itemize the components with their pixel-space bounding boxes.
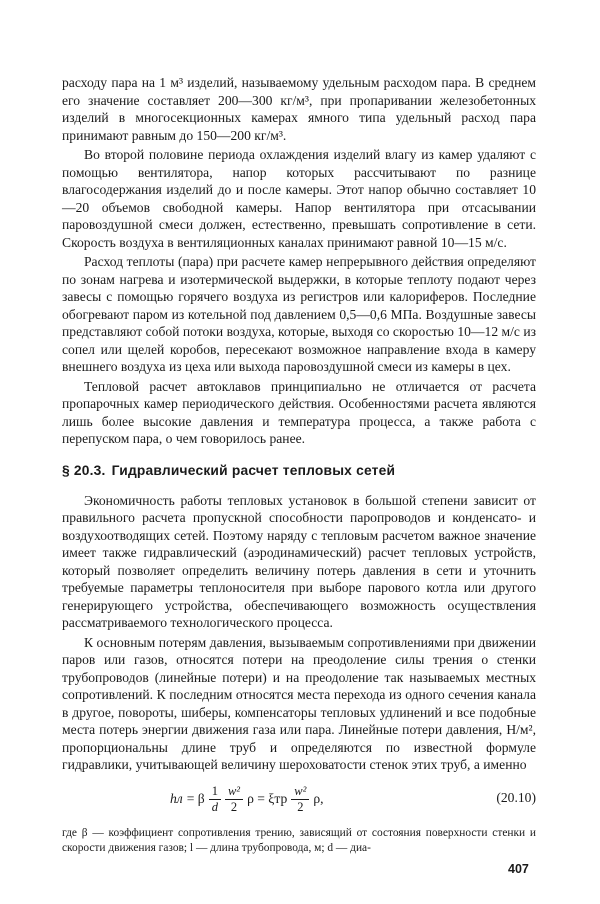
paragraph-cooling-ventilation: Во второй половине периода охлаждения изделий влагу из камер удаляют с помощью вентилятора, напор которых рассчитывают по разнице влагосодержания изделий до и после камеры. Этот напор обычно составляет 10—20 объемов свободной камеры. Напор вентилятора при отсасывании паровоздушной смеси должен, естественно, превышать сопротивление в сети. Скорость воздуха в вентиляционных каналах принимают равной 10—15 м/с.	[62, 147, 536, 250]
paragraph-economy: Экономичность работы тепловых установок в большой степени зависит от правильного расчета пропускной способности паропроводов и конденсато- и воздухоотводящих сетей. Поэтому наряду с тепловым расчетом важное значение имеет также гидравлический (аэродинамический) расчет тепловых устройств, который позволяет определить величину потерь давления в сети и уточнить требуемые параметры теплоносителя при выборе парового котла или другого генерирующего устройства, обеспечивающего возможность осуществления рассматриваемого технологического процесса.	[62, 492, 536, 630]
formula-rho-xi: ρ = ξтр	[247, 791, 288, 806]
fraction-denominator: d	[211, 799, 218, 814]
footnote-where: где β — коэффициент сопротивления трению, зависящий от состояния поверхности стенки и скорости движения газов; l — длина трубопровода, м; d — диа-	[62, 826, 536, 854]
paragraph-continuous-chambers: Расход теплоты (пара) при расчете камер непрерывного действия определяют по зонам нагрева и изотермической выдержки, в которые теплоту подают через завесы с помощью горячего воздуха из регистров или калориферов. Последние обогревают паром из котельной под давлением 0,5—0,6 МПа. Воздушные завесы представляют собой потоки воздуха, которые, выходя со скоростью 10—12 м/с из сопел или щелей коробов, пересекают возможное направление входа в камеру внешнего воздуха из цеха или выхода паровоздушной смеси из камеры в цех.	[62, 254, 536, 374]
formula-lhs: hл	[170, 791, 183, 806]
formula-20-10	[62, 780, 536, 820]
fraction-denominator: 2	[230, 799, 238, 814]
formula-number: (20.10)	[496, 789, 536, 805]
page-content	[62, 74, 536, 856]
page-number: 407	[508, 862, 529, 876]
paragraph-steam-consumption: расходу пара на 1 м³ изделий, называемому удельным расходом пара. В среднем его значение составляет 200—300 кг/м³, при пропаривании железобетонных изделий в многосекционных камерах ямного типа удельный расход пара принимают равным до 150—200 кг/м³.	[62, 75, 536, 143]
paragraph-autoclaves: Тепловой расчет автоклавов принципиально не отличается от расчета пропарочных камер периодического действия. Особенностями расчета являются лишь более высокие давления и температура процесса, а также работа с перепуском пара, о чем говорилось ранее.	[62, 378, 536, 446]
section-number: § 20.3.	[62, 462, 106, 478]
section-heading	[62, 462, 536, 480]
fraction-w-squared-over-two	[225, 784, 243, 815]
section-title: Гидравлический расчет тепловых сетей	[111, 462, 396, 478]
fraction-one-over-d	[209, 784, 221, 815]
paragraph-pressure-losses: К основным потерям давления, вызываемым сопротивлениями при движении паров или газов, относятся потери на преодоление силы трения о стенки трубопроводов (линейные потери) и на преодоление так называемых местных сопротивлений. К последним относятся места перехода из одного сечения канала в другое, повороты, шиберы, компенсаторы тепловых удлинений и все подобные места потерь энергии движения газа или пара. Линейные потери давления, Н/м², пропорциональны длине труб и определяются по известной формуле гидравлики, учитывающей величину шероховатости стенок этих труб, а именно	[62, 634, 536, 772]
fraction-numerator: w²	[225, 784, 243, 800]
fraction-numerator: w²	[291, 784, 309, 800]
formula-eq-beta: = β	[186, 791, 205, 806]
formula-rhs: ρ,	[313, 791, 324, 806]
fraction-denominator: 2	[297, 799, 304, 814]
fraction-numerator: 1	[209, 784, 221, 800]
fraction-w-squared-over-two-2	[291, 784, 309, 815]
formula-expression	[170, 784, 324, 815]
